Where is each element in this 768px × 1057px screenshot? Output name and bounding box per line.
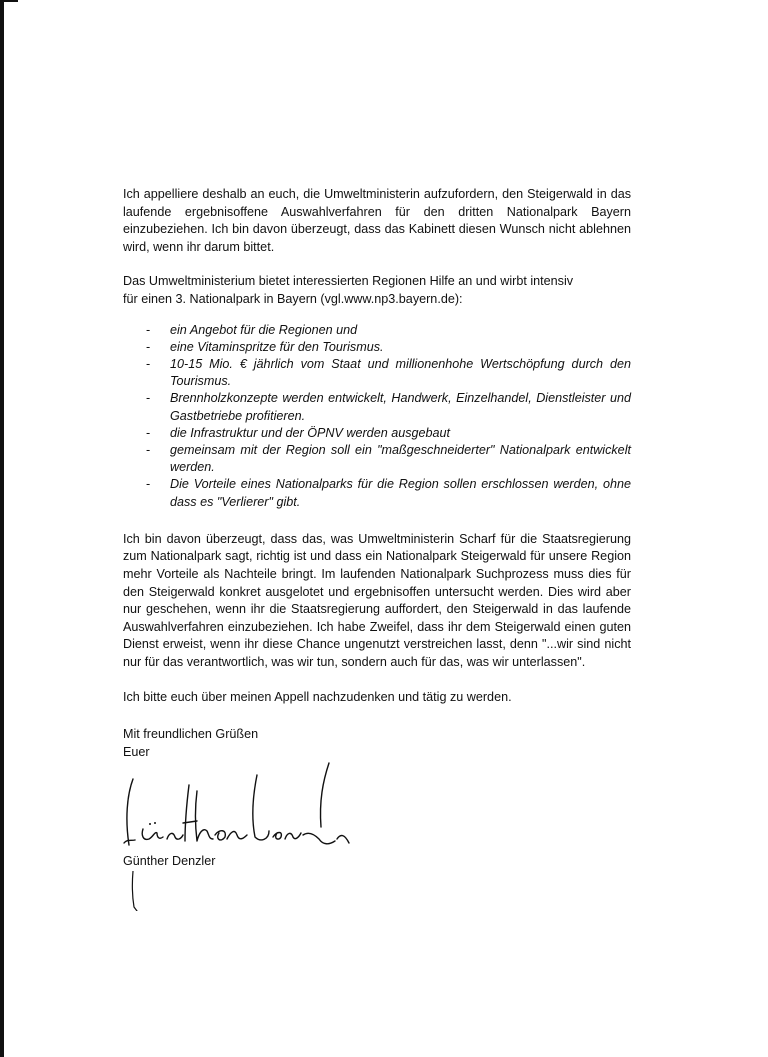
list-item-text: Brennholzkonzepte werden entwickelt, Handwerk, Einzelhandel, Dienstleister und Gastbetriebe profitieren. xyxy=(170,391,631,423)
list-item xyxy=(123,356,631,390)
paragraph-request: Ich bitte euch über meinen Appell nachzudenken und tätig zu werden. xyxy=(123,689,512,704)
scan-border-top-tick xyxy=(0,0,18,2)
bullet-dash: - xyxy=(146,391,151,406)
bullet-dash: - xyxy=(146,442,151,457)
list-item-text: 10-15 Mio. € jährlich vom Staat und millionenhohe Wertschöpfung durch den Tourismus. xyxy=(170,356,631,389)
list-item xyxy=(123,339,631,356)
handwritten-signature xyxy=(123,761,363,853)
intro-line-2: für einen 3. Nationalpark in Bayern (vgl.www.np3.bayern.de): xyxy=(123,291,463,306)
signer-name: Günther Denzler xyxy=(123,854,216,869)
list-item-text: gemeinsam mit der Region soll ein "maßgeschneiderter" Nationalpark entwickelt werden. xyxy=(170,442,631,475)
paragraph-appeal: Ich appelliere deshalb an euch, die Umweltministerin aufzufordern, den Steigerwald in das laufende ergebnisoffene Auswahlverfahren für den dritten Nationalpark Bayern einzubeziehen. Ich bin davon überzeugt, dass das Kabinett diesen Wunsch nicht ablehnen wird, wenn ihr darum bittet. xyxy=(123,187,631,254)
bullet-dash: - xyxy=(146,356,151,371)
signature-block xyxy=(123,761,631,853)
scan-border-left xyxy=(0,0,4,1057)
list-item xyxy=(123,425,631,442)
spacer xyxy=(123,256,631,273)
bullet-dash: - xyxy=(146,477,151,492)
list-item-text: ein Angebot für die Regionen und xyxy=(170,322,358,337)
list-item-text: eine Vitaminspritze für den Tourismus. xyxy=(170,339,384,354)
bullet-dash: - xyxy=(146,322,151,337)
intro-line-1: Das Umweltministerium bietet interessierten Regionen Hilfe an und wirbt intensiv xyxy=(123,274,574,289)
bullet-dash: - xyxy=(146,339,151,354)
list-item xyxy=(123,322,631,339)
letter-page xyxy=(123,186,631,911)
list-item-text: Die Vorteile eines Nationalparks für die Region sollen erschlossen werden, ohne dass es "Verlierer" gibt. xyxy=(170,477,631,509)
list-item xyxy=(123,390,631,424)
spacer xyxy=(123,511,631,531)
spacer xyxy=(123,672,631,689)
bullet-dash: - xyxy=(146,425,151,440)
signature-tail-stroke xyxy=(129,871,141,911)
spacer xyxy=(123,706,631,726)
closing-euer: Euer xyxy=(123,744,150,759)
list-item xyxy=(123,476,631,510)
benefits-list xyxy=(123,322,631,511)
paragraph-argument: Ich bin davon überzeugt, dass das, was Umweltministerin Scharf für die Staatsregierung zum Nationalpark sagt, richtig ist und dass ein Nationalpark Steigerwald für unsere Region mehr Vorteile als Nachteile bringt. Im laufenden Nationalpark Suchprozess muss dies für den Steigerwald konkret ausgelotet und ergebnisoffen untersucht werden. Dies wird aber nur geschehen, wenn ihr die Staatsregierung auffordert, den Steigerwald in das laufende Auswahlverfahren einzubeziehen. Ich habe Zweifel, dass ihr dem Steigerwald einen guten Dienst erweist, wenn ihr diese Chance ungenutzt verstreichen lasst, denn "...wir sind nicht nur für das verantwortlich, was wir tun, sondern auch für das, was wir unterlassen". xyxy=(123,531,631,669)
list-item-text: die Infrastruktur und der ÖPNV werden ausgebaut xyxy=(170,425,451,440)
list-item xyxy=(123,442,631,476)
closing-greeting: Mit freundlichen Grüßen xyxy=(123,727,259,742)
